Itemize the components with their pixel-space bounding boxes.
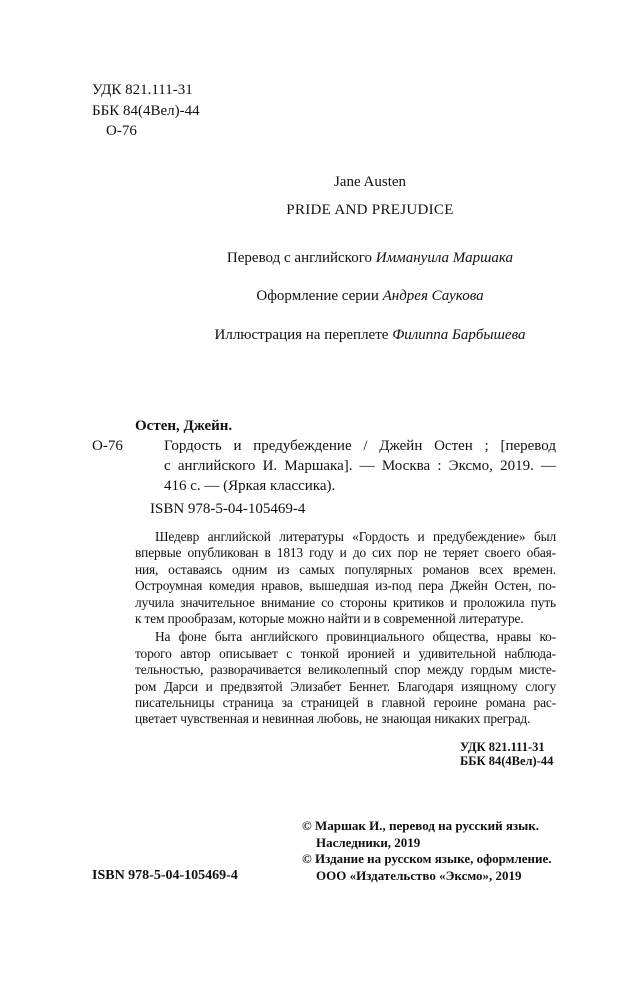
- biblio-isbn: ISBN 978-5-04-105469-4: [150, 501, 306, 517]
- copyright-notice: [302, 818, 552, 884]
- author-mark: О-76: [106, 123, 137, 139]
- biblio-line: 416 с. — (Яркая классика).: [164, 478, 336, 494]
- translator-credit: [0, 250, 619, 267]
- biblio-line: с английского И. Маршака]. — Москва : Эксмо, 2019. —: [164, 458, 556, 474]
- bbk-code: ББК 84(4Вел)-44: [460, 754, 554, 768]
- annotation-line: ром Дарси и предвзятой Элизабет Беннет. Благодаря изящному слогу: [135, 678, 556, 694]
- annotation-line: писательницы страница за страницей в главной героине романа рас-: [135, 695, 556, 711]
- annotation-line: к тем прообразам, которые можно найти и в современной литературе.: [135, 611, 524, 627]
- credit-name: Филиппа Барбышева: [392, 327, 526, 343]
- annotation-line: цветает чувственная и невинная любовь, не знающая никаких преград.: [135, 711, 531, 727]
- design-credit: [0, 288, 619, 305]
- credit-name: Иммануила Маршака: [375, 250, 514, 266]
- copyright-line: © Издание на русском языке, оформление.: [302, 851, 552, 866]
- copyright-line: Наследники, 2019: [316, 834, 421, 850]
- classification-codes-bottom: [460, 740, 553, 768]
- biblio-code: О-76: [92, 438, 123, 454]
- annotation-line: тельностью, разворачивается великолепный спор между гордым мисте-: [135, 662, 556, 678]
- annotation-line: впервые опубликован в 1813 году и до сих пор не теряет своего обая-: [135, 545, 556, 561]
- isbn: ISBN 978-5-04-105469-4: [92, 868, 238, 883]
- copyright-line: © Маршак И., перевод на русский язык.: [302, 818, 539, 833]
- annotation-line: Остроумная комедия нравов, вышедшая из-под пера Джейн Остен, по-: [135, 578, 556, 594]
- credit-name: Андрея Саукова: [382, 288, 484, 304]
- annotation: [135, 529, 556, 728]
- annotation-line: торого автор описывает с тонкой иронией и удивительной наблюда-: [135, 645, 556, 661]
- copyright-line: ООО «Издательство «Эксмо», 2019: [316, 867, 522, 883]
- credit-label: Перевод с английского: [226, 250, 376, 266]
- biblio-heading: Остен, Джейн.: [135, 418, 233, 434]
- udk-code: УДК 821.111-31: [92, 82, 193, 98]
- annotation-line: На фоне быта английского провинциального общества, нравы ко-: [155, 629, 556, 645]
- credit-label: Иллюстрация на переплете: [214, 327, 393, 343]
- biblio-line: Гордость и предубеждение / Джейн Остен ; [перевод: [164, 438, 556, 454]
- bbk-code: ББК 84(4Вел)-44: [92, 102, 200, 119]
- illustration-credit: [0, 327, 619, 344]
- annotation-line: лучила значительное внимание со стороны критиков и проложила путь: [135, 594, 556, 610]
- udk-code: УДК 821.111-31: [460, 740, 545, 754]
- annotation-line: ния, оставаясь одним из самых популярных романов всех времен.: [135, 561, 556, 577]
- original-author: Jane Austen: [333, 174, 407, 190]
- classification-codes-top: [92, 80, 200, 142]
- bibliographic-record: [92, 416, 562, 519]
- original-title: PRIDE AND PREJUDICE: [286, 202, 454, 218]
- annotation-line: Шедевр английской литературы «Гордость и предубеждение» был: [155, 529, 556, 544]
- credit-label: Оформление серии: [256, 288, 383, 304]
